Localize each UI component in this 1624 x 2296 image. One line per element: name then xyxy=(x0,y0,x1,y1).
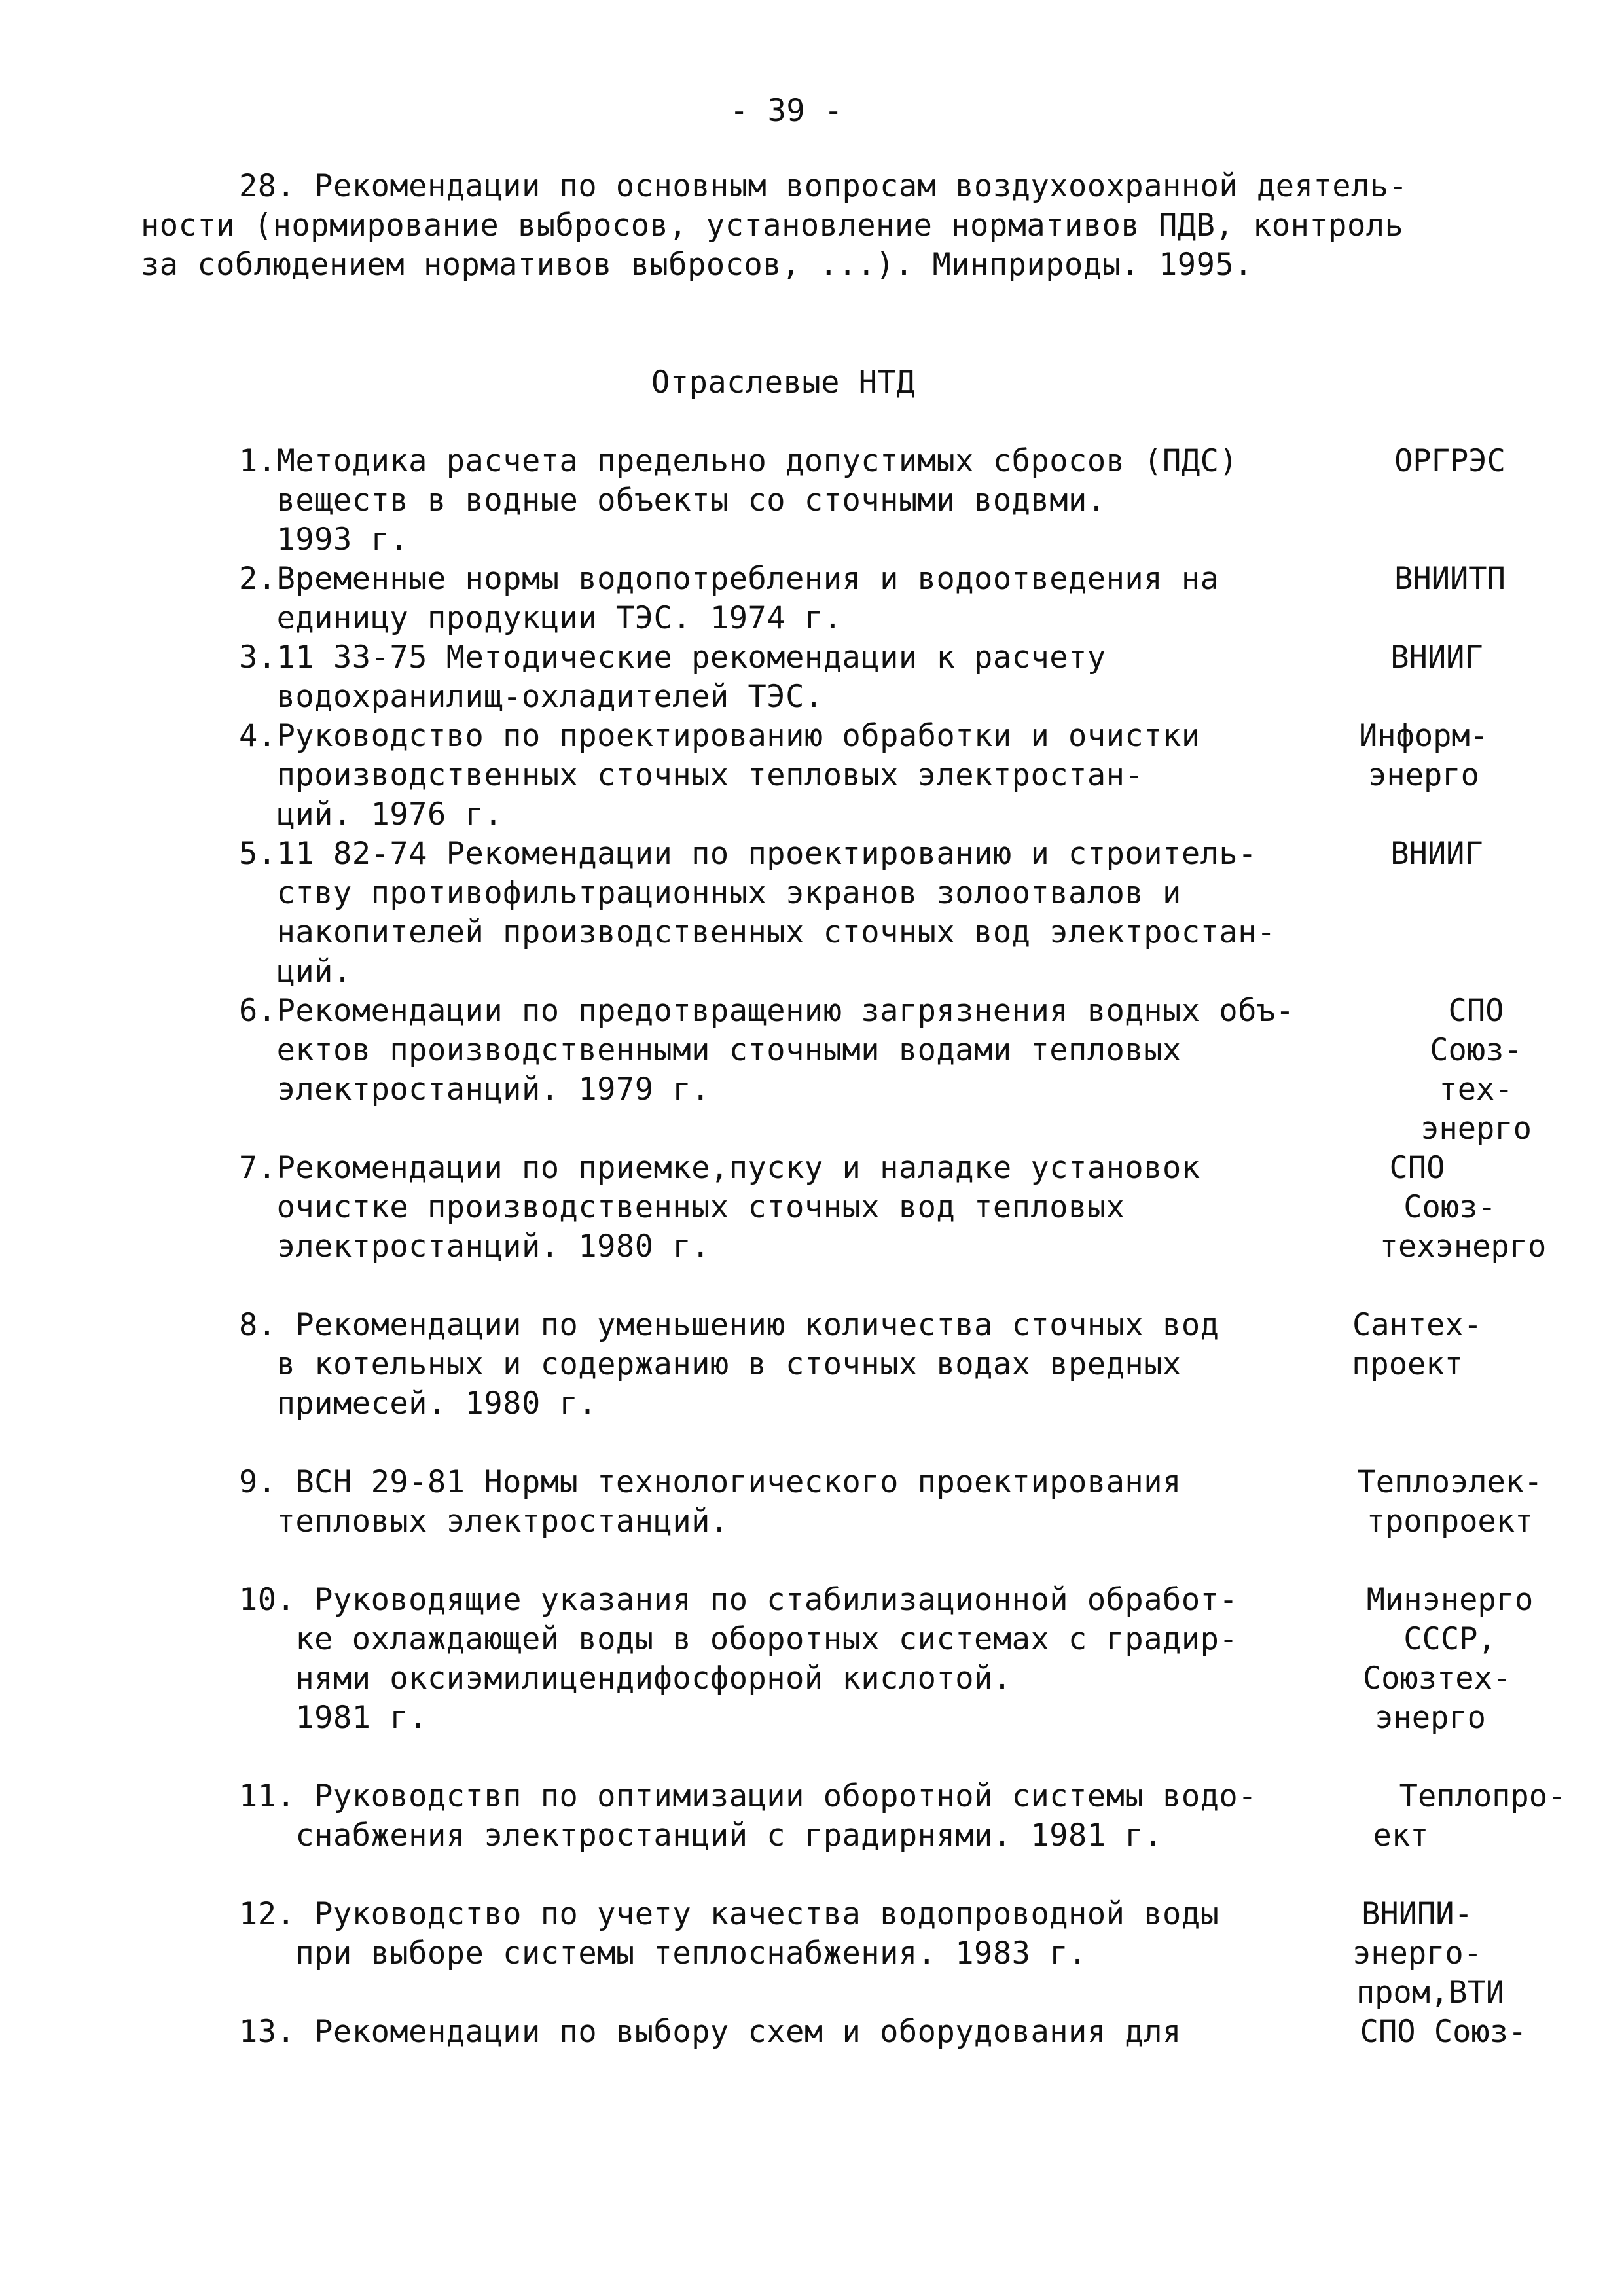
item-text-line: нями оксиэмилицендифосфорной кислотой. xyxy=(239,1660,1012,1696)
item-text-line: снабжения электростанций с градирнями. 1981 г. xyxy=(239,1818,1163,1854)
page-number: - 39 - xyxy=(730,93,843,129)
item-text-line: ектов производственными сточными водами тепловых xyxy=(239,1032,1182,1068)
item-org-line: энерго xyxy=(1368,757,1479,793)
item-org-line: Информ- xyxy=(1358,718,1489,754)
item-org-line: тех- xyxy=(1439,1071,1513,1107)
item-text-line: 8. Рекомендации по уменьшению количества сточных вод xyxy=(239,1307,1219,1343)
item-text-line: ке охлаждающей воды в оборотных системах с градир- xyxy=(239,1621,1238,1657)
item-org-line: Минэнерго xyxy=(1366,1582,1534,1618)
item-text-line: 1981 г. xyxy=(239,1700,427,1736)
item-text-line: водохранилищ-охладителей ТЭС. xyxy=(239,679,823,715)
intro-line: ности (нормирование выбросов, установление нормативов ПДВ, контроль xyxy=(141,207,1404,243)
item-org-line: проект xyxy=(1352,1346,1463,1382)
item-text-line: единицу продукции ТЭС. 1974 г. xyxy=(239,600,842,636)
item-org-line: ект xyxy=(1373,1818,1429,1854)
item-org-line: техэнерго xyxy=(1379,1229,1547,1265)
item-text-line: 7.Рекомендации по приемке,пуску и наладке установок xyxy=(239,1150,1200,1186)
item-org-line: энерго- xyxy=(1352,1935,1483,1971)
item-org-line: энерго xyxy=(1375,1700,1486,1736)
item-org-line: ВНИИТП xyxy=(1394,561,1506,597)
section-heading: Отраслевые НТД xyxy=(651,365,916,401)
item-text-line: в котельных и содержанию в сточных водах вредных xyxy=(239,1346,1182,1382)
item-text-line: очистке производственных сточных вод тепловых xyxy=(239,1189,1125,1225)
item-org-line: СССР, xyxy=(1403,1621,1496,1657)
item-text-line: 1.Методика расчета предельно допустимых сбросов (ПДС) xyxy=(239,443,1238,479)
item-org-line: ВНИПИ- xyxy=(1362,1896,1473,1932)
item-org-line: ВНИИГ xyxy=(1390,836,1483,872)
item-org-line: Союз- xyxy=(1403,1189,1496,1225)
item-text-line: веществ в водные объекты со сточными водвми. xyxy=(239,482,1106,518)
item-text-line: 12. Руководство по учету качества водопроводной воды xyxy=(239,1896,1219,1932)
item-text-line: 1993 г. xyxy=(239,522,409,558)
item-text-line: 6.Рекомендации по предотвращению загрязнения водных объ- xyxy=(239,993,1295,1029)
item-text-line: 9. ВСН 29-81 Нормы технологического проектирования xyxy=(239,1464,1182,1500)
intro-line: 28. Рекомендации по основным вопросам воздухоохранной деятель- xyxy=(239,168,1408,204)
item-org-line: СПО xyxy=(1448,993,1504,1029)
item-text-line: 11. Руководствп по оптимизации оборотной системы водо- xyxy=(239,1778,1257,1814)
item-text-line: примесей. 1980 г. xyxy=(239,1386,598,1422)
item-text-line: 10. Руководящие указания по стабилизационной обработ- xyxy=(239,1582,1238,1618)
item-text-line: ству противофильтрационных экранов золоотвалов и xyxy=(239,875,1182,911)
item-text-line: электростанций. 1979 г. xyxy=(239,1071,710,1107)
intro-line: за соблюдением нормативов выбросов, ...). Минприроды. 1995. xyxy=(141,247,1253,283)
item-org-line: СПО xyxy=(1389,1150,1445,1186)
item-text-line: ций. 1976 г. xyxy=(239,797,503,833)
item-text-line: 3.11 33-75 Методические рекомендации к расчету xyxy=(239,639,1106,675)
item-org-line: тропроект xyxy=(1366,1503,1534,1539)
item-org-line: Союз- xyxy=(1430,1032,1523,1068)
item-org-line: СПО Союз- xyxy=(1360,2014,1527,2050)
item-text-line: 4.Руководство по проектированию обработки и очистки xyxy=(239,718,1200,754)
item-text-line: при выборе системы теплоснабжения. 1983 г. xyxy=(239,1935,1087,1971)
item-text-line: 2.Временные нормы водопотребления и водоотведения на xyxy=(239,561,1219,597)
item-org-line: пром,ВТИ xyxy=(1356,1975,1505,2011)
item-org-line: ВНИИГ xyxy=(1390,639,1483,675)
item-org-line: Теплоэлек- xyxy=(1357,1464,1543,1500)
item-text-line: 5.11 82-74 Рекомендации по проектированию и строитель- xyxy=(239,836,1257,872)
item-text-line: тепловых электростанций. xyxy=(239,1503,729,1539)
item-org-line: Теплопро- xyxy=(1399,1778,1566,1814)
item-text-line: ций. xyxy=(239,954,352,990)
item-text-line: 13. Рекомендации по выбору схем и оборудования для xyxy=(239,2014,1182,2050)
item-org-line: ОРГРЭС xyxy=(1394,443,1506,479)
item-org-line: энерго xyxy=(1420,1111,1532,1147)
item-org-line: Сантех- xyxy=(1352,1307,1483,1343)
item-org-line: Союзтех- xyxy=(1362,1660,1511,1696)
item-text-line: производственных сточных тепловых электростан- xyxy=(239,757,1144,793)
item-text-line: электростанций. 1980 г. xyxy=(239,1229,710,1265)
item-text-line: накопителей производственных сточных вод электростан- xyxy=(239,914,1276,950)
